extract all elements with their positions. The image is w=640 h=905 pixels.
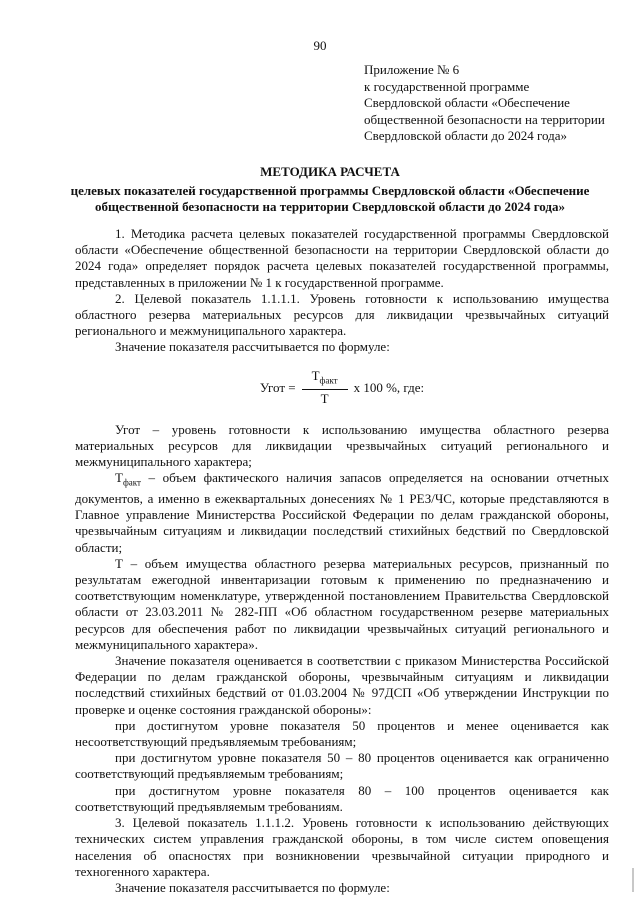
numerator-base: Т <box>311 367 320 383</box>
formula-numerator <box>302 368 348 391</box>
paragraph-3: Значение показателя рассчитывается по формуле: <box>115 339 390 355</box>
appendix-line: Приложение № 6 <box>364 62 460 77</box>
paragraph-12: Значение показателя рассчитывается по формуле: <box>115 879 390 895</box>
appendix-line: Свердловской области до 2024 года» <box>364 128 567 143</box>
appendix-note <box>364 62 614 145</box>
document-title <box>60 164 600 216</box>
formula-denominator: Т <box>320 391 329 407</box>
formula-readiness <box>75 368 609 408</box>
paragraph-2: 2. Целевой показатель 1.1.1.1. Уровень готовности к использованию имущества областного резерва материальных ресурсов для ликвидации чрезвычайных ситуаций регионального и межмуниципального характера. <box>75 290 609 339</box>
formula-fraction <box>302 368 348 408</box>
paragraph-9: при достигнутом уровне показателя 50 – 80 процентов оценивается как ограниченно соответствующий предъявляемым требованиям; <box>75 750 609 782</box>
page-number: 90 <box>313 38 327 53</box>
t-fact-base: Т <box>115 470 123 486</box>
formula-rhs: х 100 %, где: <box>353 379 425 395</box>
scan-edge-mark <box>632 868 634 892</box>
appendix-line: Свердловской области «Обеспечение <box>364 95 570 110</box>
paragraph-4: Угот – уровень готовности к использованию имущества областного резерва материальных ресурсов для ликвидации чрезвычайных ситуаций регионального и межмуниципального характера; <box>75 421 609 470</box>
paragraph-7: Значение показателя оценивается в соответствии с приказом Министерства Российской Федерации по делам гражданской обороны, чрезвычайным ситуациям и ликвидации последствий стихийных бедствий от 01.03.2004 № 97ДСП «Об утверждении Инструкции по проверке и оценке состояния гражданской обороны»: <box>75 653 609 717</box>
paragraph-8: при достигнутом уровне показателя 50 процентов и менее оценивается как несоответствующий предъявляемым требованиям; <box>75 717 609 750</box>
paragraph-6: Т – объем имущества областного резерва материальных ресурсов, признанный по результатам ежегодной инвентаризации готовым к применению по предназначению и соответствующим номенклатуре, утвержденной постановлением Правительства Свердловской области от 23.03.2011 № 282-ПП «Об областном государственном резерве материальных ресурсов для обеспечения работ по ликвидации чрезвычайных ситуаций регионального и межмуниципального характера». <box>75 555 609 652</box>
t-fact-sub: факт <box>122 477 141 488</box>
appendix-line: общественной безопасности на территории <box>364 111 605 127</box>
title-subtitle: целевых показателей государственной программы Свердловской области «Обеспечение общественной безопасности на территории Свердловской области до 2024 года» <box>70 182 590 214</box>
title-main: МЕТОДИКА РАСЧЕТА <box>260 164 400 179</box>
paragraph-1: 1. Методика расчета целевых показателей государственной программы Свердловской области «Обеспечение общественной безопасности на территории Свердловской области до 2024 года» определяет порядок расчета целевых показателей государственной программы, представленных в приложении № 1 к государственной программе. <box>75 226 609 290</box>
appendix-line: к государственной программе <box>364 78 530 94</box>
paragraph-10: при достигнутом уровне показателя 80 – 100 процентов оценивается как соответствующий предъявляемым требованиям. <box>75 782 609 814</box>
formula-lhs: Угот = <box>259 379 296 395</box>
paragraph-5 <box>75 470 609 556</box>
paragraph-11: 3. Целевой показатель 1.1.1.2. Уровень готовности к использованию действующих технических систем управления гражданской обороны, в том числе систем оповещения населения об опасностях при возникновении чрезвычайной ситуации природного и техногенного характера. <box>75 815 609 879</box>
paragraph-5-text: – объем фактического наличия запасов определяется на основании отчетных документов, а именно в ежеквартальных донесениях № 1 РЕЗ/ЧС, которые представляются в Главное управление Министерства Российской Федерации по делам гражданской обороны, чрезвычайным ситуациям и ликвидации последствий стихийных бедствий по Свердловской области; <box>75 470 609 555</box>
numerator-sub: факт <box>319 375 338 386</box>
document-body <box>75 226 609 896</box>
